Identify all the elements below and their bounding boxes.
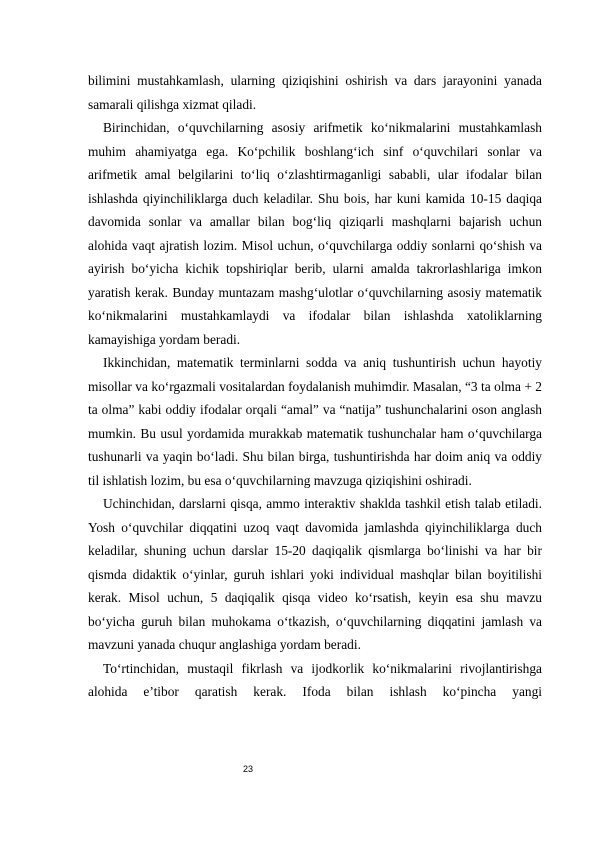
paragraph-tortinchidan: To‘rtinchidan, mustaqil fikrlash va ijodkorlik ko‘nikmalarini rivojlantirishga alohida e’tibor qaratish kerak. Ifoda bilan ishlash ko‘pincha yangi bbox=[88, 660, 542, 699]
paragraph-continuation: bilimini mustahkamlash, ularning qiziqishini oshirish va dars jarayonini yanada samarali qilishga xizmat qiladi. bbox=[88, 73, 542, 112]
page-number: 23 bbox=[242, 764, 253, 774]
paragraph-uchinchidan: Uchinchidan, darslarni qisqa, ammo interaktiv shaklda tashkil etish talab etiladi. Yosh o‘quvchilar diqqatini uzoq vaqt davomida jamlashda qiyinchiliklarga duch keladilar, shuning uchun darslar 15-20 daqiqalik qismlarga bo‘linishi va har bir qismda didaktik o‘yinlar, guruh ishlari yoki individual mashqlar bilan boyitilishi kerak. Misol uchun, 5 daqiqalik qisqa video ko‘rsatish, keyin esa shu mavzu bo‘yicha guruh bilan muhokama o‘tkazish, o‘quvchilarning diqqatini jamlash va mavzuni yanada chuqur anglashiga yordam beradi. bbox=[88, 496, 542, 652]
body-text bbox=[88, 69, 542, 704]
paragraph-birinchidan: Birinchidan, o‘quvchilarning asosiy arifmetik ko‘nikmalarini mustahkamlash muhim ahamiyatga ega. Ko‘pchilik boshlang‘ich sinf o‘quvchilari sonlar va arifmetik amal belgilarini to‘liq o‘zlashtirmaganligi sababli, ular ifodalar bilan ishlashda qiyinchiliklarga duch keladilar. Shu bois, har kuni kamida 10-15 daqiqa davomida sonlar va amallar bilan bog‘liq qiziqarli mashqlarni bajarish uchun alohida vaqt ajratish lozim. Misol uchun, o‘quvchilarga oddiy sonlarni qo‘shish va ayirish bo‘yicha kichik topshiriqlar berib, ularni amalda takrorlashlariga imkon yaratish kerak. Bunday muntazam mashg‘ulotlar o‘quvchilarning asosiy matematik ko‘nikmalarini mustahkamlaydi va ifodalar bilan ishlashda xatoliklarning kamayishiga yordam beradi. bbox=[88, 120, 542, 347]
paragraph-ikkinchidan: Ikkinchidan, matematik terminlarni sodda va aniq tushuntirish uchun hayotiy misollar va ko‘rgazmali vositalardan foydalanish muhimdir. Masalan, “3 ta olma + 2 ta olma” kabi oddiy ifodalar orqali “amal” va “natija” tushunchalarini oson anglash mumkin. Bu usul yordamida murakkab matematik tushunchalar ham o‘quvchilarga tushunarli va yaqin bo‘ladi. Shu bilan birga, tushuntirishda har doim aniq va oddiy til ishlatish lozim, bu esa o‘quvchilarning mavzuga qiziqishini oshiradi. bbox=[88, 355, 542, 488]
